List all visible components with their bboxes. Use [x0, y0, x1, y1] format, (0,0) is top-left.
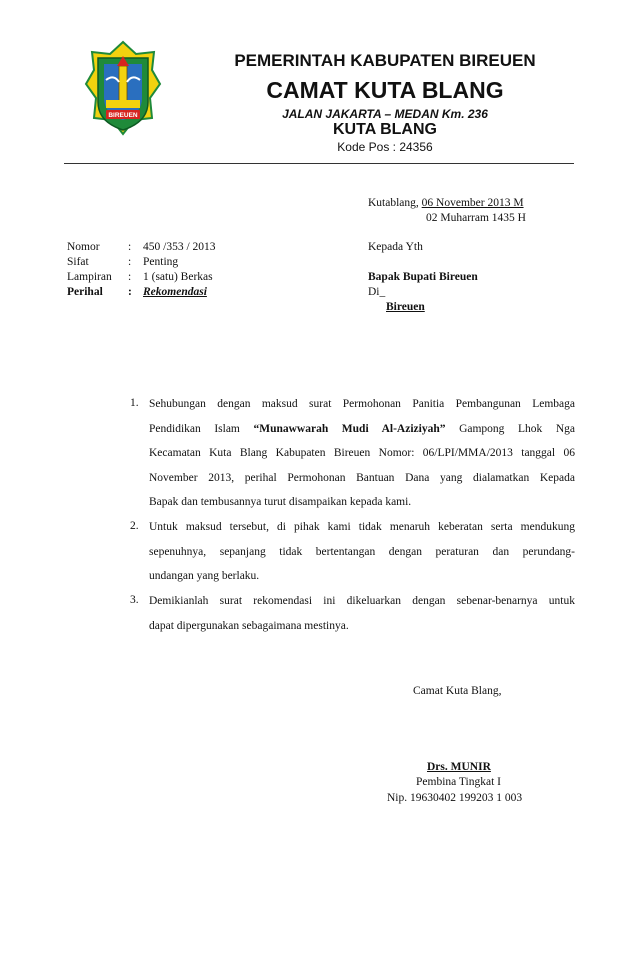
signature-title: Camat Kuta Blang,: [413, 685, 502, 697]
meta-value-sifat: Penting: [143, 256, 179, 268]
signatory-rank: Pembina Tingkat I: [416, 776, 501, 788]
meta-value-nomor: 450 /353 / 2013: [143, 241, 216, 253]
meta-value-lampiran: 1 (satu) Berkas: [143, 271, 213, 283]
paragraph-line: Untuk maksud tersebut, di pihak kami tidak menaruh keberatan serta mendukung: [149, 521, 575, 533]
paragraph-line: [149, 417, 575, 442]
meta-colon: :: [128, 241, 132, 253]
line-text: Gampong Lhok Nga: [445, 422, 576, 435]
letterhead-town: KUTA BLANG: [333, 121, 437, 138]
paragraph-line: Bapak dan tembusannya turut disampaikan kepada kami.: [149, 496, 412, 508]
recipient-name: Bapak Bupati Bireuen: [368, 271, 478, 283]
meta-label-nomor: Nomor: [67, 241, 100, 253]
recipient-salutation: Kepada Yth: [368, 241, 423, 253]
meta-colon: :: [128, 256, 132, 268]
meta-label-lampiran: Lampiran: [67, 271, 112, 283]
paragraph-line: Kecamatan Kuta Blang Kabupaten Bireuen Nomor: 06/LPI/MMA/2013 tanggal 06: [149, 447, 575, 459]
letterhead-office: CAMAT KUTA BLANG: [266, 77, 504, 103]
meta-colon: :: [128, 271, 132, 283]
meta-colon: :: [128, 286, 132, 298]
paragraph-line: Sehubungan dengan maksud surat Permohonan Panitia Pembangunan Lembaga: [149, 398, 575, 410]
paragraph-line: undangan yang berlaku.: [149, 570, 260, 582]
letterhead-address: JALAN JAKARTA – MEDAN Km. 236: [282, 107, 488, 121]
meta-label-perihal: Perihal: [67, 286, 103, 298]
recipient-place: Bireuen: [386, 301, 425, 313]
svg-text:BIREUEN: BIREUEN: [108, 112, 138, 119]
hijri-date: 02 Muharram 1435 H: [426, 212, 526, 224]
recipient-di: Di_: [368, 286, 386, 298]
signatory-name: Drs. MUNIR: [427, 761, 491, 773]
institution-name: “Munawwarah Mudi Al-Aziziyah”: [253, 422, 446, 435]
item-number: 2.: [130, 520, 139, 532]
letterhead-government: PEMERINTAH KABUPATEN BIREUEN: [234, 51, 536, 70]
line-text: Pendidikan Islam: [149, 422, 254, 435]
item-number: 1.: [130, 397, 139, 409]
letter-date: 06 November 2013 M: [421, 197, 524, 209]
item-paragraph: [149, 589, 575, 638]
paragraph-line: Demikianlah surat rekomendasi ini dikeluarkan dengan sebenar-benarnya untuk: [149, 595, 575, 607]
letterhead-postcode: Kode Pos : 24356: [337, 140, 433, 154]
item-number: 3.: [130, 594, 139, 606]
place-date: [368, 196, 524, 210]
letterhead-divider: [64, 163, 574, 164]
paragraph-line: November 2013, perihal Permohonan Bantuan Dana yang dialamatkan Kepada: [149, 471, 575, 484]
paragraph-line: dapat dipergunakan sebagaimana mestinya.: [149, 619, 349, 632]
paragraph-line: sepenuhnya, sepanjang tidak bertentangan dengan peraturan dan perundang-: [149, 545, 575, 558]
item-paragraph: [149, 515, 575, 589]
meta-label-sifat: Sifat: [67, 256, 89, 268]
item-paragraph: [149, 392, 575, 515]
place-prefix: Kutablang,: [368, 197, 422, 209]
signatory-nip: Nip. 19630402 199203 1 003: [387, 792, 523, 804]
meta-value-perihal: Rekomendasi: [143, 286, 207, 298]
